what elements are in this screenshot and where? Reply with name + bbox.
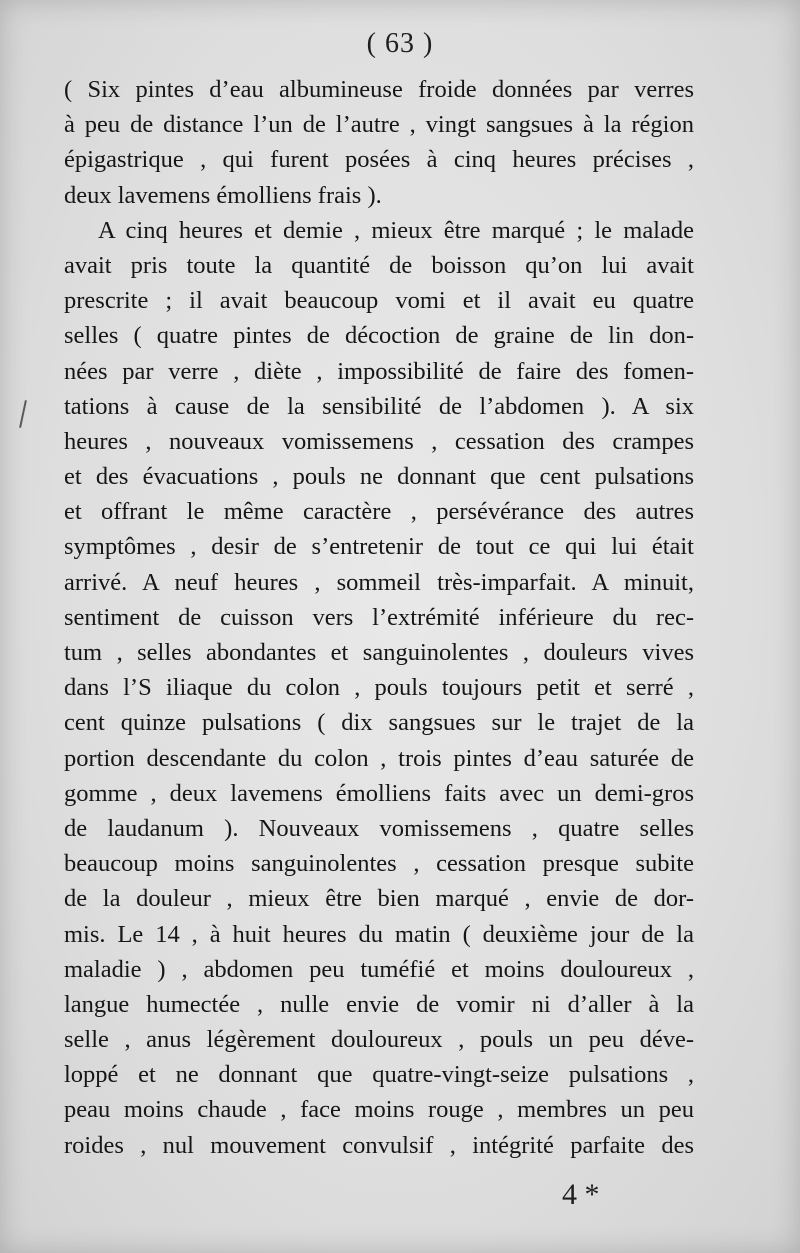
text-line: heures , nouveaux vomissemens , cessation des crampes xyxy=(64,427,694,455)
text-line: ( Six pintes d’eau albumineuse froide données par verres xyxy=(64,76,694,103)
text-line: épigastrique , qui furent posées à cinq heures précises , xyxy=(64,146,694,174)
text-line: roides , nul mouvement convulsif , intégrité parfaite des xyxy=(64,1131,694,1159)
text-line: tum , selles abondantes et sanguinolentes , douleurs vives xyxy=(64,639,694,666)
text-line: deux lavemens émolliens frais ). xyxy=(64,181,382,209)
text-line: cent quinze pulsations ( dix sangsues sur le trajet de la xyxy=(64,709,694,737)
text-line: maladie ) , abdomen peu tuméfié et moins douloureux , xyxy=(64,955,694,983)
text-line: loppé et ne donnant que quatre-vingt-seize pulsations , xyxy=(64,1061,694,1089)
margin-mark xyxy=(19,400,27,428)
text-line: mis. Le 14 , à huit heures du matin ( deuxième jour de la xyxy=(64,920,694,948)
text-line: avait pris toute la quantité de boisson qu’on lui avait xyxy=(64,251,694,279)
text-line: symptômes , desir de s’entretenir de tout ce qui lui était xyxy=(64,533,694,561)
text-line: tations à cause de la sensibilité de l’abdomen ). A six xyxy=(64,392,694,420)
text-line: arrivé. A neuf heures , sommeil très-imparfait. A minuit, xyxy=(64,568,694,596)
text-line: à peu de distance l’un de l’autre , vingt sangsues à la région xyxy=(64,111,694,139)
text-line: prescrite ; il avait beaucoup vomi et il avait eu quatre xyxy=(64,287,694,315)
body-text xyxy=(64,72,694,1163)
text-line: gomme , deux lavemens émolliens faits avec un demi-gros xyxy=(64,779,694,807)
text-line: sentiment de cuisson vers l’extrémité inférieure du rec- xyxy=(64,603,694,631)
text-line: selle , anus légèrement douloureux , pouls un peu déve- xyxy=(64,1026,694,1054)
text-line: et offrant le même caractère , persévérance des autres xyxy=(64,498,694,526)
text-line: dans l’S iliaque du colon , pouls toujours petit et serré , xyxy=(64,674,694,702)
signature-mark: 4 * xyxy=(562,1178,600,1211)
text-line: de laudanum ). Nouveaux vomissemens , quatre selles xyxy=(64,814,694,842)
text-line: beaucoup moins sanguinolentes , cessation presque subite xyxy=(64,850,694,878)
page-number: ( 63 ) xyxy=(366,28,434,59)
text-line: portion descendante du colon , trois pintes d’eau saturée de xyxy=(64,744,694,772)
text-line: de la douleur , mieux être bien marqué , envie de dor- xyxy=(64,885,694,913)
text-line: A cinq heures et demie , mieux être marqué ; le malade xyxy=(98,216,694,244)
text-line: nées par verre , diète , impossibilité de faire des fomen- xyxy=(64,357,694,385)
text-line: peau moins chaude , face moins rouge , membres un peu xyxy=(64,1096,694,1124)
text-line: selles ( quatre pintes de décoction de graine de lin don- xyxy=(64,322,694,350)
text-line: et des évacuations , pouls ne donnant que cent pulsations xyxy=(64,463,694,491)
text-line: langue humectée , nulle envie de vomir ni d’aller à la xyxy=(64,990,694,1018)
